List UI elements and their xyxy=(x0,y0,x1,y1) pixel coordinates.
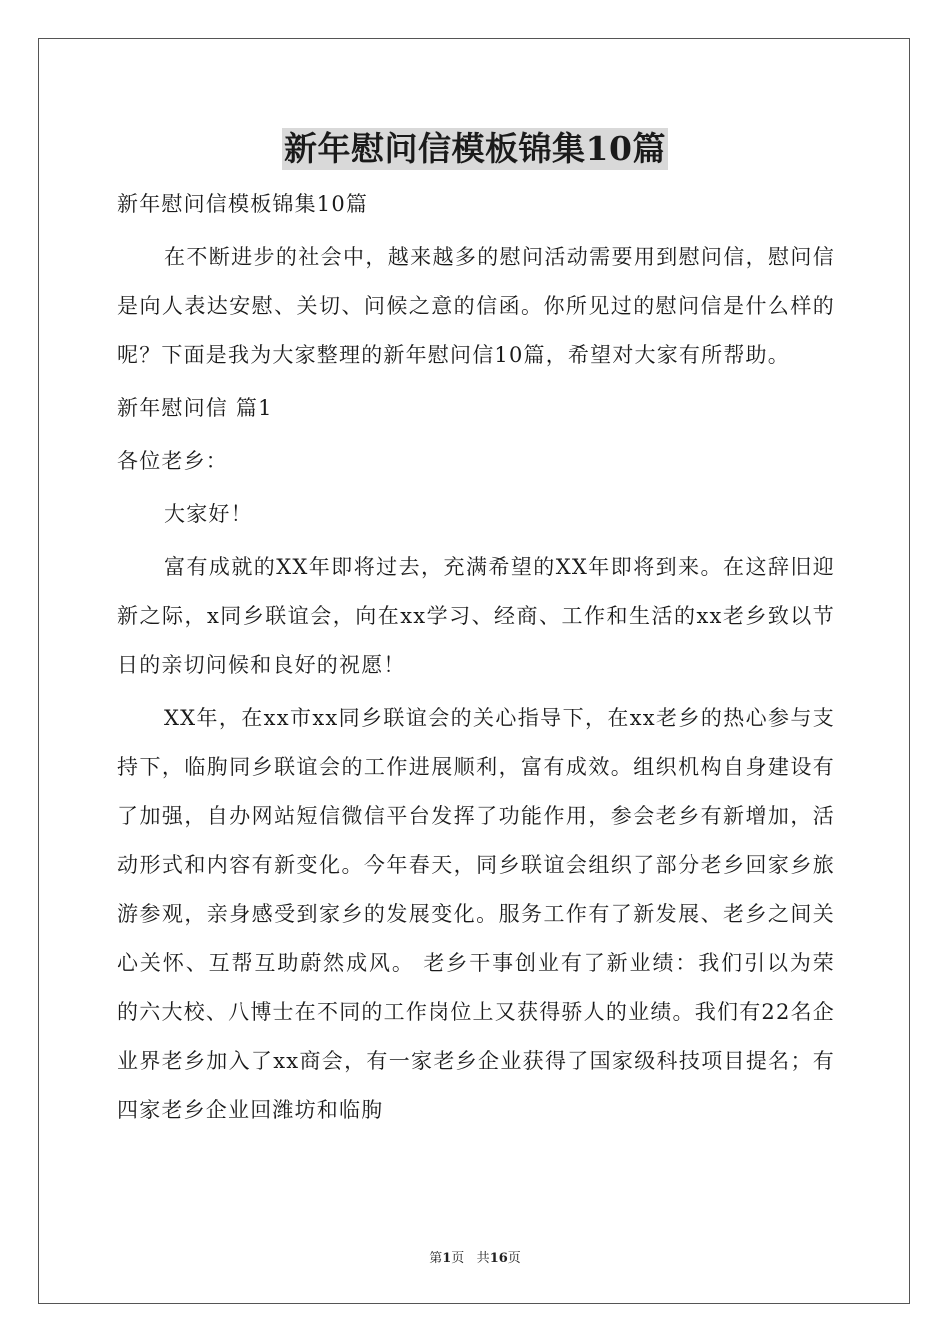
paragraph-intro: 在不断进步的社会中，越来越多的慰问活动需要用到慰问信，慰问信是向人表达安慰、关切、问候之意的信函。你所见过的慰问信是什么样的呢？下面是我为大家整理的新年慰问信10篇，希望对大家有所帮助。 xyxy=(117,245,835,367)
greeting: 大家好！ xyxy=(164,502,253,526)
document-title: 新年慰问信模板锦集10篇 xyxy=(284,129,666,168)
salutation: 各位老乡： xyxy=(117,449,228,473)
paragraph-body-1: 富有成就的XX年即将过去，充满希望的XX年即将到来。在这辞旧迎新之际，x同乡联谊会，向在xx学习、经商、工作和生活的xx老乡致以节日的亲切问候和良好的祝愿！ xyxy=(117,555,835,677)
paragraph-body-2: XX年，在xx市xx同乡联谊会的关心指导下，在xx老乡的热心参与支持下，临朐同乡联谊会的工作进展顺利，富有成效。组织机构自身建设有了加强，自办网站短信微信平台发挥了功能作用，参会老乡有新增加，活动形式和内容有新变化。今年春天，同乡联谊会组织了部分老乡回家乡旅游参观，亲身感受到家乡的发展变化。服务工作有了新发展、老乡之间关心关怀、互帮互助蔚然成风。 老乡干事创业有了新业绩：我们引以为荣的六大校、八博士在不同的工作岗位上又获得骄人的业绩。我们有22名企业界老乡加入了xx商会，有一家老乡企业获得了国家级科技项目提名；有四家老乡企业回潍坊和临朐 xyxy=(117,706,835,1122)
page-footer xyxy=(0,1247,950,1266)
section-heading: 新年慰问信 篇1 xyxy=(117,396,273,420)
footer-current-page: 1 xyxy=(442,1251,452,1266)
title-container xyxy=(0,128,950,170)
footer-total-prefix: 共 xyxy=(476,1251,490,1266)
footer-page-unit: 页 xyxy=(451,1251,465,1266)
footer-total-pages: 16 xyxy=(489,1251,508,1266)
footer-total-unit: 页 xyxy=(507,1251,521,1266)
footer-page-prefix: 第 xyxy=(429,1251,443,1266)
document-body xyxy=(117,180,835,1135)
paragraph-subtitle: 新年慰问信模板锦集10篇 xyxy=(117,192,369,216)
